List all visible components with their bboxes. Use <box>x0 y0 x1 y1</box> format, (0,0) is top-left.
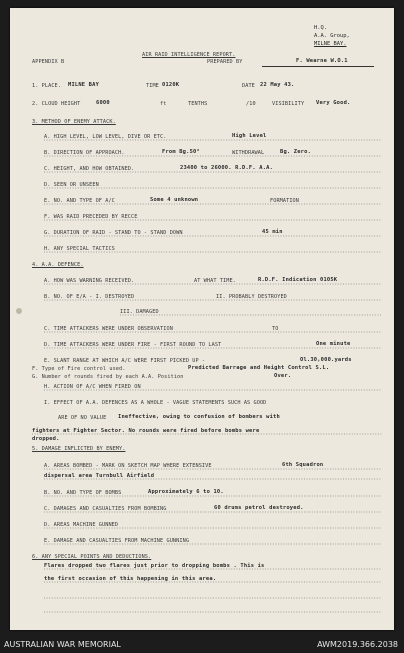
aa-i-label-2: ARE OF NO VALUE <box>58 415 107 421</box>
method-heading: 3. METHOD OF ENEMY ATTACK. <box>32 119 116 125</box>
method-c-label: C. HEIGHT, AND HOW OBTAINED. <box>44 166 135 172</box>
damage-a-label: A. AREAS BOMBED - MARK ON SKETCH MAP WHERE EXTENSIVE <box>44 463 212 469</box>
aa-g-label: G. Number of rounds fired by each A.A. Position <box>32 374 184 380</box>
org-line-2: A.A. Group, <box>314 33 350 39</box>
dotted-leaders <box>10 8 394 630</box>
aa-d-value: One minute <box>316 341 351 347</box>
method-a-value: High Level <box>232 133 267 139</box>
tenths-label: TENTHS <box>188 101 208 107</box>
method-c-value: 23400 to 26000. R.D.F. A.A. <box>180 165 274 171</box>
time-label: TIME <box>146 83 159 89</box>
visibility-label: VISIBILITY <box>272 101 305 107</box>
tenths-value: /10 <box>246 101 256 107</box>
aa-f-label: F. Type of Fire control used. <box>32 366 126 372</box>
aa-i-value-1: Ineffective, owing to confusion of bombers with <box>118 414 280 420</box>
aa-g-value: Over. <box>274 373 292 379</box>
time-value: 0120K <box>162 82 180 88</box>
appendix-label: APPENDIX B <box>32 59 65 65</box>
method-b-value: From Bg.50° <box>162 149 200 155</box>
method-h-label: H. ANY SPECIAL TACTICS <box>44 246 115 252</box>
damage-a-value-1: 6th Squadron <box>282 462 324 468</box>
special-value-1: Flares dropped two flares just prior to dropping bombs . This is <box>44 563 265 569</box>
damage-a-value-2: dispersal area Turnbull Airfield <box>44 473 155 479</box>
aa-c2-label: TO <box>272 326 279 332</box>
cloud-height-label: 2. CLOUD HEIGHT <box>32 101 81 107</box>
aa-a-label: A. HOW WAS WARNING RECEIVED. <box>44 278 135 284</box>
method-e-value: Some 4 unknown <box>150 197 199 203</box>
method-a-label: A. HIGH LEVEL, LOW LEVEL, DIVE OR ETC. <box>44 134 167 140</box>
org-line-3: MILNE BAY. <box>314 41 347 47</box>
method-e2-label: FORMATION <box>270 198 300 204</box>
damage-b-label: B. NO. AND TYPE OF BOMBS <box>44 490 122 496</box>
method-g-value: 45 min <box>262 229 283 235</box>
damage-d-label: D. AREAS MACHINE GUNNED <box>44 522 119 528</box>
method-b2-value: Bg. Zero. <box>280 149 312 155</box>
aa-a-value: R.D.F. Indication 0105K <box>258 277 338 283</box>
date-label: DATE <box>242 83 255 89</box>
special-value-2: the first occasion of this happening in this area. <box>44 576 217 582</box>
method-f-label: F. WAS RAID PRECEDED BY RECCE <box>44 214 138 220</box>
aa-b-label: B. NO. OF E/A - I. DESTROYED <box>44 294 135 300</box>
place-label: 1. PLACE. <box>32 83 62 89</box>
aa-c-label: C. TIME ATTACKERS WERE UNDER OBSERVATION <box>44 326 173 332</box>
date-value: 22 May 43. <box>260 82 295 88</box>
aa-f-value: Predicted Barrage and Height Control S.L. <box>188 365 330 371</box>
method-g-label: G. DURATION OF RAID - STAND TO - STAND DOWN <box>44 230 183 236</box>
footer-left-text: AUSTRALIAN WAR MEMORIAL <box>4 640 121 649</box>
aa-e-label: E. SLANT RANGE AT WHICH A/C WERE FIRST PICKED UP - <box>44 358 206 364</box>
footer-right-text: AWM2019.366.2038 <box>317 640 398 649</box>
damage-e-label: E. DAMAGE AND CASUALTIES FROM MACHINE GUNNING <box>44 538 190 544</box>
aa-i-value-2: fighters at Fighter Sector. No rounds were fired before bombs were <box>32 428 260 434</box>
aa-d-label: D. TIME ATTACKERS WERE UNDER FIRE - FIRST ROUND TO LAST <box>44 342 222 348</box>
method-b-label: B. DIRECTION OF APPROACH. <box>44 150 125 156</box>
cloud-unit: ft <box>160 101 167 107</box>
prepared-by-label: PREPARED BY <box>207 59 243 65</box>
aa-b2-label: II. PROBABLY DESTROYED <box>216 294 287 300</box>
cloud-height-value: 6000 <box>96 100 110 106</box>
org-line-1: H.Q. <box>314 25 327 31</box>
damage-heading: 5. DAMAGE INFLICTED BY ENEMY. <box>32 446 126 452</box>
prepared-by-value: F. Wearne W.O.1 <box>296 58 348 64</box>
method-e-label: E. NO. AND TYPE OF A/C <box>44 198 115 204</box>
damage-c-value: 60 drums petrol destroyed. <box>214 505 304 511</box>
aa-i-label-1: I. EFFECT OF A.A. DEFENCES AS A WHOLE - VAGUE STATEMENTS SUCH AS GOOD <box>44 400 267 406</box>
document-sheet <box>10 8 394 630</box>
aa-a2-label: AT WHAT TIME. <box>194 278 236 284</box>
report-title: AIR RAID INTELLIGENCE REPORT. <box>142 52 236 58</box>
aa-i-value-3: dropped. <box>32 436 60 442</box>
damage-b-value: Approximately 6 to 10. <box>148 489 224 495</box>
visibility-value: Very Good. <box>316 100 351 106</box>
aa-e-value: Ol.30,000.yards <box>300 357 352 363</box>
method-b2-label: WITHDRAWAL <box>232 150 265 156</box>
aa-h-label: H. ACTION OF A/C WHEN FIRED ON <box>44 384 141 390</box>
aa-defence-heading: 4. A.A. DEFENCE. <box>32 262 84 268</box>
aa-b3-label: III. DAMAGED <box>120 309 159 315</box>
method-d-label: D. SEEN OR UNSEEN <box>44 182 99 188</box>
place-value: MILNE BAY <box>68 82 100 88</box>
special-heading: 6. ANY SPECIAL POINTS AND DEDUCTIONS. <box>32 554 152 560</box>
damage-c-label: C. DAMAGES AND CASUALTIES FROM BOMBING <box>44 506 167 512</box>
